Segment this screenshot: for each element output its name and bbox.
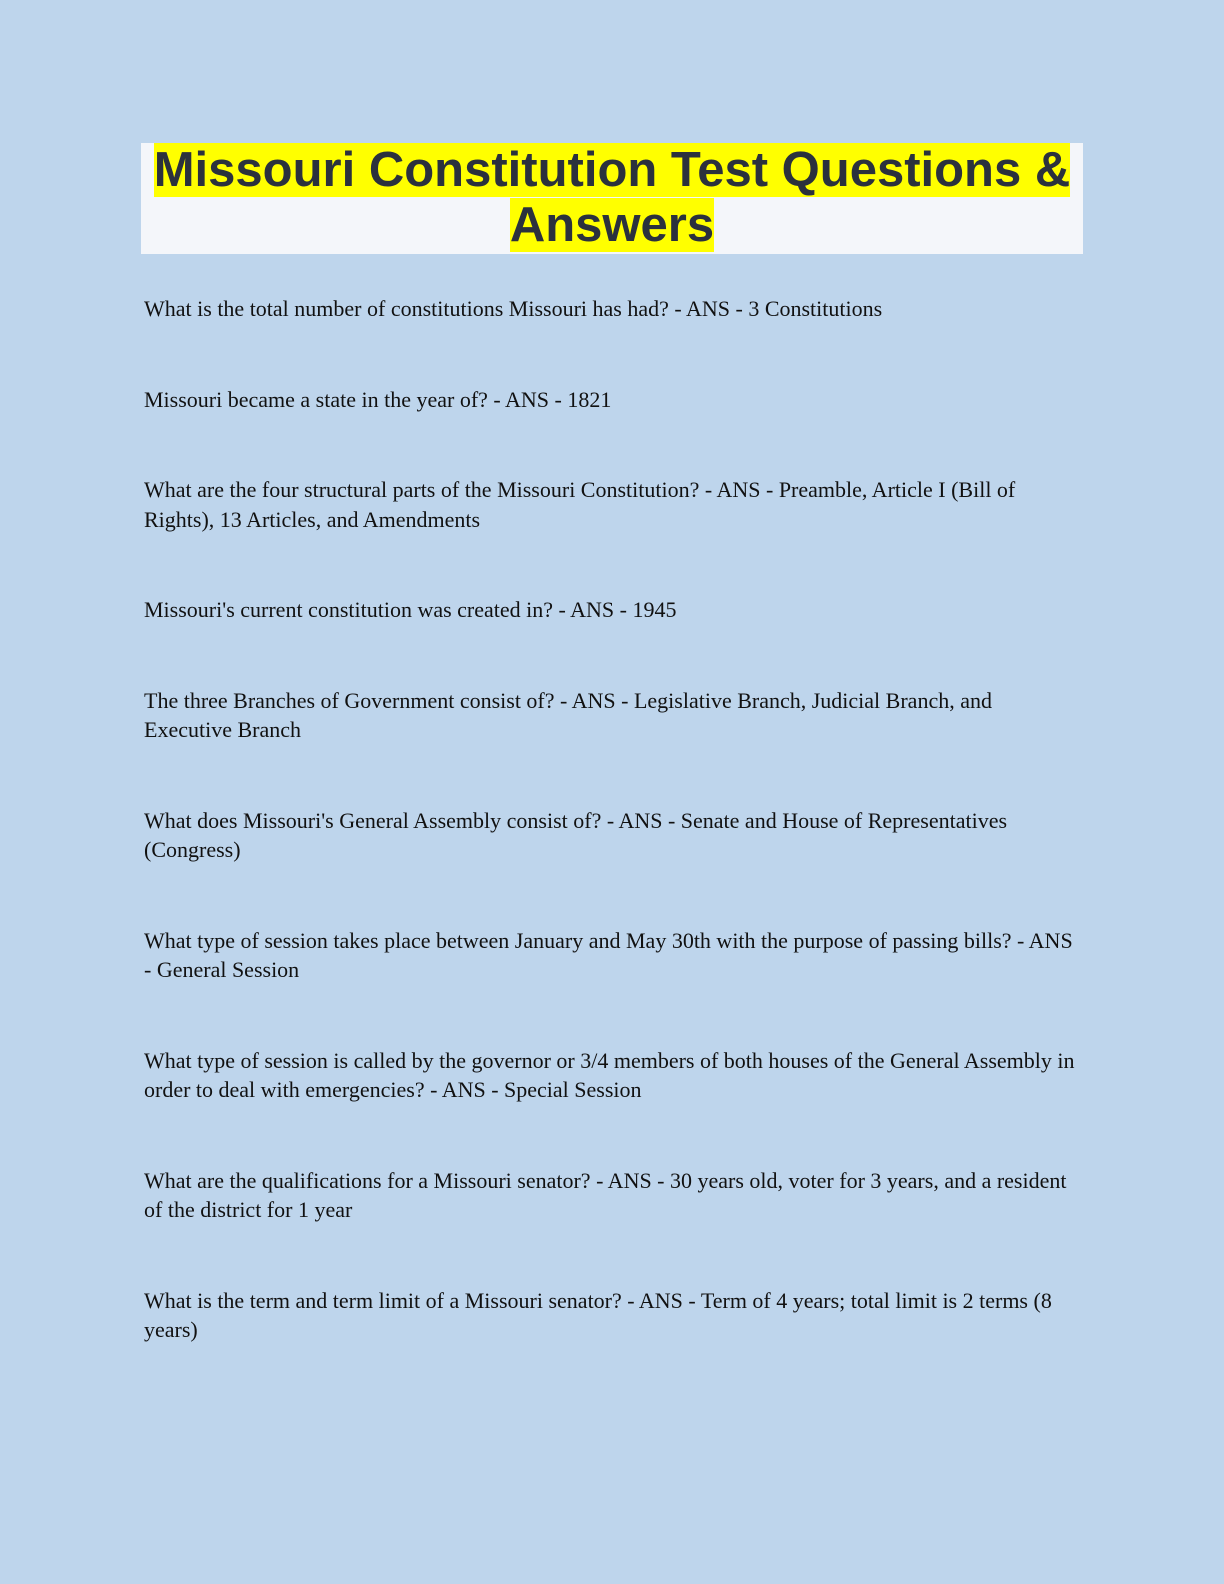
qa-item: What is the total number of constitutions Missouri has had? - ANS - 3 Constitutions [144,296,883,321]
page-title [141,143,1083,253]
qa-item: Missouri's current constitution was created in? - ANS - 1945 [144,597,677,622]
qa-item: What are the four structural parts of the Missouri Constitution? - ANS - Preamble, Article I (Bill of Rights), 13 Articles, and Amendments [144,477,1016,532]
qa-item: What type of session takes place between January and May 30th with the purpose of passing bills? - ANS - General Session [144,927,1073,982]
qa-item: The three Branches of Government consist of? - ANS - Legislative Branch, Judicial Branch, and Executive Branch [144,687,992,742]
qa-item: What are the qualifications for a Missouri senator? - ANS - 30 years old, voter for 3 years, and a resident of the district for 1 year [144,1167,1067,1222]
qa-item: Missouri became a state in the year of? - ANS - 1821 [144,386,612,412]
title-box [141,143,1083,254]
qa-item: What type of session is called by the governor or 3/4 members of both houses of the General Assembly in order to deal with emergencies? - ANS - Special Session [144,1047,1075,1102]
qa-item: What does Missouri's General Assembly consist of? - ANS - Senate and House of Representatives (Congress) [144,807,1008,862]
qa-list [144,294,1084,1406]
qa-item: What is the term and term limit of a Missouri senator? - ANS - Term of 4 years; total limit is 2 terms (8 years) [144,1287,1052,1342]
title-highlight: Missouri Constitution Test Questions & Answers [153,143,1071,252]
